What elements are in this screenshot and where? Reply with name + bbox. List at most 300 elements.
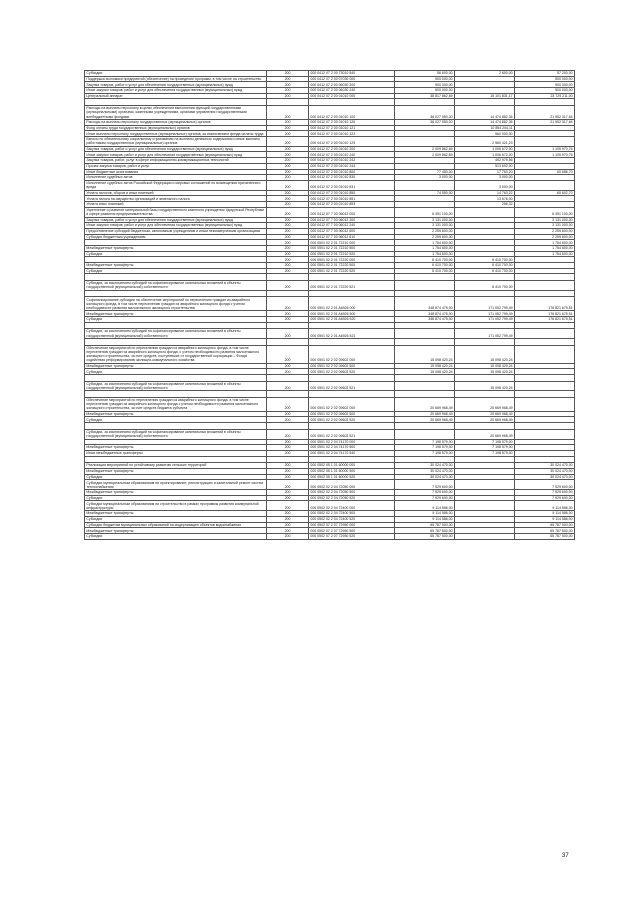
- row-code-cell: 200: [267, 119, 309, 125]
- row-code-cell: 200: [267, 190, 309, 196]
- row-code-cell: 200: [267, 345, 309, 363]
- row-executed-cell: 20 669 968,49: [455, 417, 515, 423]
- row-kbk-cell: 000 0502 02 2 04 72050 520: [309, 495, 395, 501]
- row-name-cell: [85, 391, 267, 398]
- row-name-cell: Иные межбюджетные трансферты: [85, 450, 267, 456]
- row-executed-cell: 14 474 882,36: [455, 119, 515, 125]
- table-row: [85, 106, 575, 120]
- row-code-cell: 200: [267, 106, 309, 120]
- row-approved-cell: 500 000,00: [395, 82, 455, 88]
- row-kbk-cell: 000 0501 02 2 01 A6926 000: [309, 297, 395, 311]
- row-unexecuted-cell: 500 000,00: [515, 88, 575, 94]
- budget-table: [84, 70, 575, 540]
- row-code-cell: 200: [267, 207, 309, 217]
- row-kbk-cell: 000 0502 02 2 04 72400 000: [309, 501, 395, 511]
- row-approved-cell: 6 410 700,00: [395, 268, 455, 274]
- row-kbk-cell: 000 0501 02 2 02 09602 000: [309, 345, 395, 363]
- row-code-cell: 200: [267, 363, 309, 369]
- row-unexecuted-cell: [515, 180, 575, 190]
- row-name-cell: Межбюджетные трансферты: [85, 263, 267, 269]
- table-row: [85, 146, 575, 152]
- row-kbk-cell: 000 0412 07 2 00 01010 242: [309, 158, 395, 164]
- row-code-cell: [267, 290, 309, 297]
- row-approved-cell: 3 131 000,00: [395, 223, 455, 229]
- row-unexecuted-cell: [515, 329, 575, 339]
- row-code-cell: [267, 391, 309, 398]
- row-unexecuted-cell: 57 200,00: [515, 71, 575, 77]
- row-name-cell: Субсидии: [85, 474, 267, 480]
- row-executed-cell: 3 000,00: [455, 175, 515, 181]
- row-executed-cell: 15 098 420,24: [455, 369, 515, 375]
- row-unexecuted-cell: 60 602,70: [515, 190, 575, 196]
- row-name-cell: Межбюджетные трансферты: [85, 311, 267, 317]
- row-code-cell: 200: [267, 245, 309, 251]
- row-kbk-cell: 000 0412 07 2 00 06030 200: [309, 82, 395, 88]
- row-name-cell: Субсидии: [85, 71, 267, 77]
- row-kbk-cell: 000 0501 02 2 01 A6926 520: [309, 316, 395, 322]
- row-kbk-cell: 000 0412 07 2 00 01010 853: [309, 202, 395, 208]
- row-kbk-cell: [309, 338, 395, 345]
- row-code-cell: 200: [267, 257, 309, 263]
- row-approved-cell: 6 410 700,00: [395, 263, 455, 269]
- row-unexecuted-cell: 500 000,00: [515, 82, 575, 88]
- table-row: [85, 329, 575, 339]
- row-code-cell: 200: [267, 280, 309, 290]
- row-name-cell: Закупка товаров, работ и услуг для обеспечения государственных (муниципальных) нужд: [85, 217, 267, 223]
- row-executed-cell: 6 410 700,00: [455, 268, 515, 274]
- row-approved-cell: 1 754 600,00: [395, 245, 455, 251]
- row-name-cell: Субсидии бюджетным учреждениям: [85, 234, 267, 240]
- row-approved-cell: 65 787 500,00: [395, 522, 455, 528]
- row-unexecuted-cell: 500 000,00: [515, 76, 575, 82]
- row-unexecuted-cell: 23 729 211,00: [515, 93, 575, 99]
- row-executed-cell: [455, 391, 515, 398]
- row-executed-cell: 171 052 799,49: [455, 316, 515, 322]
- row-executed-cell: 3 000,00: [455, 180, 515, 190]
- row-code-cell: 200: [267, 528, 309, 534]
- row-approved-cell: 56 600,00: [395, 71, 455, 77]
- row-approved-cell: 500 000,00: [395, 88, 455, 94]
- row-code-cell: 200: [267, 329, 309, 339]
- row-kbk-cell: [309, 456, 395, 463]
- row-code-cell: 200: [267, 240, 309, 246]
- row-executed-cell: [455, 207, 515, 217]
- row-code-cell: 200: [267, 175, 309, 181]
- row-kbk-cell: 000 0502 07 2 07 72950 520: [309, 533, 395, 539]
- row-name-cell: [85, 322, 267, 329]
- row-kbk-cell: 000 0412 07 2 00 06030 240: [309, 88, 395, 94]
- row-executed-cell: 171 052 799,49: [455, 311, 515, 317]
- row-name-cell: Иные бюджетные ассигнования: [85, 169, 267, 175]
- row-unexecuted-cell: 9 114 586,00: [515, 511, 575, 517]
- row-unexecuted-cell: [515, 290, 575, 297]
- row-name-cell: Межбюджетные трансферты: [85, 511, 267, 517]
- row-code-cell: 200: [267, 381, 309, 391]
- spacer-row: [85, 99, 575, 106]
- spacer-row: [85, 338, 575, 345]
- row-code-cell: 200: [267, 501, 309, 511]
- row-executed-cell: 6 410 700,00: [455, 280, 515, 290]
- row-approved-cell: 74 550,00: [395, 190, 455, 196]
- row-executed-cell: 492 979,56: [455, 158, 515, 164]
- row-executed-cell: 560 000,00: [455, 131, 515, 137]
- row-kbk-cell: 000 0501 02 2 02 09602 520: [309, 417, 395, 423]
- row-executed-cell: [455, 99, 515, 106]
- row-executed-cell: 10 854 204,11: [455, 125, 515, 131]
- table-row: [85, 119, 575, 125]
- row-name-cell: Межбюджетные трансферты: [85, 445, 267, 451]
- row-name-cell: Межбюджетные трансферты: [85, 363, 267, 369]
- row-executed-cell: [455, 290, 515, 297]
- row-approved-cell: 77 450,00: [395, 169, 455, 175]
- row-name-cell: Межбюджетные трансферты: [85, 468, 267, 474]
- table-row: [85, 297, 575, 311]
- row-approved-cell: 7 929 600,00: [395, 480, 455, 490]
- row-code-cell: 200: [267, 511, 309, 517]
- row-kbk-cell: 000 0501 02 2 01 A6926 521: [309, 329, 395, 339]
- row-name-cell: [85, 374, 267, 381]
- row-executed-cell: [455, 456, 515, 463]
- row-unexecuted-cell: [515, 456, 575, 463]
- row-code-cell: 200: [267, 152, 309, 158]
- row-executed-cell: [455, 501, 515, 511]
- table-row: [85, 429, 575, 439]
- row-code-cell: 200: [267, 411, 309, 417]
- row-unexecuted-cell: 60 686,70: [515, 169, 575, 175]
- row-code-cell: 200: [267, 397, 309, 411]
- row-name-cell: Взносы по обязательному социальному страхованию на выплаты денежного содержания и иные выплаты работникам государственных (муниципальных) органов: [85, 136, 267, 146]
- row-executed-cell: 7 198 579,00: [455, 445, 515, 451]
- row-unexecuted-cell: 9 114 586,00: [515, 516, 575, 522]
- row-executed-cell: 171 052 799,49: [455, 329, 515, 339]
- row-approved-cell: 3 131 000,00: [395, 217, 455, 223]
- row-code-cell: 200: [267, 516, 309, 522]
- row-unexecuted-cell: 65 787 500,00: [515, 528, 575, 534]
- row-name-cell: [85, 456, 267, 463]
- row-code-cell: 200: [267, 311, 309, 317]
- row-name-cell: Межбюджетные трансферты: [85, 411, 267, 417]
- row-approved-cell: [395, 423, 455, 430]
- row-code-cell: 200: [267, 234, 309, 240]
- table-row: [85, 480, 575, 490]
- spacer-row: [85, 274, 575, 281]
- row-code-cell: [267, 456, 309, 463]
- row-name-cell: [85, 290, 267, 297]
- row-name-cell: [85, 274, 267, 281]
- row-code-cell: 200: [267, 474, 309, 480]
- row-name-cell: Укрепление и развитие материальной базы государственного казенного учреждения Удмуртской Республики в сфере развития предпринимательства: [85, 207, 267, 217]
- row-executed-cell: 14 763,22: [455, 190, 515, 196]
- row-name-cell: Субсидии, за исключением субсидий на софинансирование капитальных вложений в объекты государственной (муниципальной) собственности: [85, 429, 267, 439]
- row-approved-cell: 348 874 475,00: [395, 311, 455, 317]
- row-approved-cell: 15 098 420,24: [395, 363, 455, 369]
- row-unexecuted-cell: 1 754 600,00: [515, 245, 575, 251]
- row-approved-cell: 15 098 420,24: [395, 345, 455, 363]
- row-name-cell: Закупка товаров, работ и услуг для обеспечения государственных (муниципальных) нужд: [85, 146, 267, 152]
- row-kbk-cell: [309, 374, 395, 381]
- row-executed-cell: 13 676,00: [455, 196, 515, 202]
- row-approved-cell: [395, 391, 455, 398]
- table-row: [85, 345, 575, 363]
- row-code-cell: 200: [267, 533, 309, 539]
- row-code-cell: 200: [267, 228, 309, 234]
- row-unexecuted-cell: 176 821 675,51: [515, 316, 575, 322]
- row-kbk-cell: 000 0502 02 2 04 72050 500: [309, 490, 395, 496]
- row-approved-cell: 15 098 420,24: [395, 369, 455, 375]
- row-code-cell: [267, 374, 309, 381]
- row-kbk-cell: [309, 99, 395, 106]
- row-kbk-cell: 000 0501 02 2 01 72220 520: [309, 268, 395, 274]
- row-code-cell: [267, 423, 309, 430]
- table-row: [85, 501, 575, 511]
- row-code-cell: 200: [267, 217, 309, 223]
- table-row: [85, 158, 575, 164]
- table-row: [85, 136, 575, 146]
- row-executed-cell: 17 763,20: [455, 169, 515, 175]
- row-kbk-cell: 000 0501 02 2 01 72210 500: [309, 245, 395, 251]
- row-code-cell: 200: [267, 125, 309, 131]
- row-approved-cell: [395, 280, 455, 290]
- row-kbk-cell: 000 0502 02 2 04 72050 000: [309, 480, 395, 490]
- row-name-cell: [85, 338, 267, 345]
- row-unexecuted-cell: 2 259 600,00: [515, 234, 575, 240]
- row-code-cell: 200: [267, 163, 309, 169]
- row-executed-cell: 6 410 700,00: [455, 257, 515, 263]
- table-row: [85, 381, 575, 391]
- row-kbk-cell: 000 0412 07 2 00 07030 000: [309, 76, 395, 82]
- spacer-row: [85, 423, 575, 430]
- row-kbk-cell: 000 0412 07 2 00 01010 100: [309, 106, 395, 120]
- row-unexecuted-cell: [515, 423, 575, 430]
- budget-table-body: [85, 71, 575, 540]
- row-name-cell: Прочая закупка товаров, работ и услуг: [85, 163, 267, 169]
- row-code-cell: 200: [267, 136, 309, 146]
- row-unexecuted-cell: [515, 274, 575, 281]
- row-approved-cell: 20 669 968,49: [395, 397, 455, 411]
- row-kbk-cell: 000 0501 02 2 04 74170 500: [309, 445, 395, 451]
- row-executed-cell: 15 101 831,17: [455, 93, 515, 99]
- row-kbk-cell: [309, 274, 395, 281]
- row-executed-cell: [455, 480, 515, 490]
- row-kbk-cell: [309, 290, 395, 297]
- row-kbk-cell: 000 0501 02 2 02 09602 500: [309, 363, 395, 369]
- row-name-cell: Обеспечение мероприятий по переселению граждан из аварийного жилищного фонда, в том числе переселению граждан из аварийного жилищного фонда, с учетом необходимости развития малоэтажного жилищного строительства, за счет средств, поступивших от государственной корпорации – Фонда содействия реформированию жилищно-коммунального хозяйства: [85, 345, 267, 363]
- table-row: [85, 280, 575, 290]
- table-row: [85, 207, 575, 217]
- row-approved-cell: [395, 338, 455, 345]
- row-name-cell: Иные закупки товаров, работ и услуг для обеспечения государственных (муниципальных) нужд: [85, 88, 267, 94]
- row-name-cell: Субсидии муниципальным образованиям на строительство в рамках программы развития коммунальной инфраструктуры: [85, 501, 267, 511]
- row-approved-cell: 20 669 968,49: [395, 411, 455, 417]
- row-code-cell: 200: [267, 417, 309, 423]
- row-name-cell: Межбюджетные трансферты: [85, 490, 267, 496]
- row-approved-cell: [395, 456, 455, 463]
- row-approved-cell: 348 874 475,00: [395, 316, 455, 322]
- row-executed-cell: [455, 274, 515, 281]
- row-code-cell: 200: [267, 468, 309, 474]
- row-unexecuted-cell: 1 105 970,76: [515, 146, 575, 152]
- row-code-cell: 200: [267, 522, 309, 528]
- row-code-cell: 200: [267, 71, 309, 77]
- row-executed-cell: 171 052 799,49: [455, 297, 515, 311]
- row-code-cell: 200: [267, 495, 309, 501]
- row-unexecuted-cell: 7 929 600,00: [515, 490, 575, 496]
- row-kbk-cell: 000 0501 02 2 04 74170 000: [309, 439, 395, 445]
- row-code-cell: 200: [267, 450, 309, 456]
- row-code-cell: [267, 274, 309, 281]
- row-unexecuted-cell: 3 131 000,00: [515, 217, 575, 223]
- row-approved-cell: 65 787 500,00: [395, 533, 455, 539]
- row-kbk-cell: 000 0412 07 7 00 06012 200: [309, 217, 395, 223]
- row-name-cell: Межбюджетные трансферты: [85, 245, 267, 251]
- row-kbk-cell: 000 0501 02 2 04 74170 540: [309, 450, 395, 456]
- row-name-cell: Расходы на выплаты персоналу государственных (муниципальных) органов: [85, 119, 267, 125]
- row-kbk-cell: [309, 391, 395, 398]
- row-kbk-cell: 000 0412 07 2 00 01010 850: [309, 190, 395, 196]
- row-approved-cell: 500 000,00: [395, 76, 455, 82]
- row-kbk-cell: 000 0501 02 2 01 72220 500: [309, 263, 395, 269]
- row-name-cell: Софинансирование субсидии на обеспечение мероприятий по переселению граждан из аварийного жилищного фонда, в том числе переселению граждан из аварийного жилищного фонда с учетом необходимости развития малоэтажного жилищного строительства: [85, 297, 267, 311]
- row-code-cell: 200: [267, 88, 309, 94]
- row-unexecuted-cell: [515, 345, 575, 363]
- row-name-cell: Предоставление субсидий бюджетным, автономным учреждениям и иным некоммерческим организациям: [85, 228, 267, 234]
- row-kbk-cell: 000 0501 02 2 01 72220 000: [309, 257, 395, 263]
- row-name-cell: Уплата налогов, сборов и иных платежей: [85, 190, 267, 196]
- row-kbk-cell: 000 0412 07 2 00 01010 831: [309, 180, 395, 190]
- row-name-cell: Центральный аппарат: [85, 93, 267, 99]
- row-name-cell: Субсидии: [85, 268, 267, 274]
- row-name-cell: Субсидии: [85, 369, 267, 375]
- row-kbk-cell: 000 0501 02 2 01 72210 520: [309, 251, 395, 257]
- table-row: [85, 533, 575, 539]
- row-executed-cell: 20 669 968,49: [455, 411, 515, 417]
- row-approved-cell: 30 024 470,00: [395, 463, 455, 469]
- row-executed-cell: 513 692,00: [455, 163, 515, 169]
- row-kbk-cell: 000 0502 05 1 01 60000 500: [309, 468, 395, 474]
- row-executed-cell: 7 198 579,00: [455, 450, 515, 456]
- row-approved-cell: 1 754 600,00: [395, 251, 455, 257]
- row-name-cell: Иные закупки товаров, работ и услуг для обеспечения государственных (муниципальных) нужд: [85, 152, 267, 158]
- row-kbk-cell: 000 0412 07 2 00 01010 121: [309, 125, 395, 131]
- row-name-cell: Субсидии, за исключением субсидий на софинансирование капитальных вложений в объекты государственной (муниципальной) собственности: [85, 381, 267, 391]
- row-code-cell: 200: [267, 82, 309, 88]
- row-unexecuted-cell: [515, 374, 575, 381]
- row-kbk-cell: 000 0412 07 2 00 01010 244: [309, 163, 395, 169]
- row-unexecuted-cell: [515, 391, 575, 398]
- row-unexecuted-cell: 3 131 000,00: [515, 223, 575, 229]
- spacer-row: [85, 374, 575, 381]
- row-unexecuted-cell: 1 754 600,00: [515, 251, 575, 257]
- table-row: [85, 180, 575, 190]
- row-executed-cell: 14 474 882,36: [455, 106, 515, 120]
- row-name-cell: Закупка товаров, работ и услуг для обеспечения государственных (муниципальных) нужд: [85, 82, 267, 88]
- row-approved-cell: 6 410 700,00: [395, 257, 455, 263]
- row-name-cell: [85, 99, 267, 106]
- row-executed-cell: 6 410 700,00: [455, 263, 515, 269]
- row-name-cell: Субсидии, за исключением субсидий на софинансирование капитальных вложений в объекты государственной (муниципальной) собственности: [85, 329, 267, 339]
- row-name-cell: Закупка товаров, работ, услуг в сфере информационно-коммуникационных технологий: [85, 158, 267, 164]
- row-executed-cell: 20 669 968,49: [455, 397, 515, 411]
- row-approved-cell: 36 027 550,00: [395, 119, 455, 125]
- row-approved-cell: 7 929 600,00: [395, 490, 455, 496]
- row-kbk-cell: 000 0412 07 7 00 06012 240: [309, 223, 395, 229]
- spacer-row: [85, 290, 575, 297]
- row-unexecuted-cell: [515, 381, 575, 391]
- row-executed-cell: 7 198 579,00: [455, 439, 515, 445]
- row-unexecuted-cell: [515, 322, 575, 329]
- row-kbk-cell: 000 0412 07 2 00 01010 851: [309, 196, 395, 202]
- row-unexecuted-cell: [515, 429, 575, 439]
- row-kbk-cell: 000 0502 07 2 07 72950 500: [309, 528, 395, 534]
- row-code-cell: 200: [267, 445, 309, 451]
- row-approved-cell: 2 009 862,69: [395, 146, 455, 152]
- row-name-cell: Обеспечение мероприятий по переселению граждан из аварийного жилищного фонда, в том числе переселению граждан из аварийного жилищного фонда с учетом необходимости развития малоэтажного жилищного строительства, за счет средств бюджета субъекта: [85, 397, 267, 411]
- row-name-cell: Фонд оплаты труда государственных (муниципальных) органов: [85, 125, 267, 131]
- row-executed-cell: [455, 423, 515, 430]
- row-code-cell: [267, 338, 309, 345]
- row-executed-cell: 15 098 420,24: [455, 345, 515, 363]
- row-approved-cell: 348 874 475,00: [395, 297, 455, 311]
- row-code-cell: 200: [267, 131, 309, 137]
- row-code-cell: 200: [267, 146, 309, 152]
- row-approved-cell: [395, 429, 455, 439]
- row-code-cell: 200: [267, 223, 309, 229]
- row-name-cell: Уплата иных платежей: [85, 202, 267, 208]
- row-kbk-cell: 000 0501 02 2 02 09602 521: [309, 429, 395, 439]
- row-code-cell: 200: [267, 263, 309, 269]
- spacer-row: [85, 322, 575, 329]
- row-unexecuted-cell: 30 024 470,00: [515, 463, 575, 469]
- row-kbk-cell: 000 0502 02 2 04 72400 500: [309, 511, 395, 517]
- row-name-cell: [85, 423, 267, 430]
- row-kbk-cell: 000 0412 07 2 00 73010 540: [309, 71, 395, 77]
- row-approved-cell: 38 817 862,69: [395, 93, 455, 99]
- row-kbk-cell: 000 0412 07 2 00 01010 000: [309, 93, 395, 99]
- row-kbk-cell: 000 0412 07 7 00 06012 610: [309, 234, 395, 240]
- budget-report-sheet: [84, 70, 574, 540]
- row-kbk-cell: [309, 423, 395, 430]
- row-approved-cell: [395, 381, 455, 391]
- row-code-cell: [267, 322, 309, 329]
- row-kbk-cell: 000 0412 07 2 00 01010 120: [309, 119, 395, 125]
- row-unexecuted-cell: [515, 397, 575, 411]
- row-approved-cell: 2 259 600,00: [395, 228, 455, 234]
- row-approved-cell: 65 787 500,00: [395, 528, 455, 534]
- row-kbk-cell: 000 0502 05 1 01 60000 000: [309, 463, 395, 469]
- row-approved-cell: 7 198 579,00: [395, 445, 455, 451]
- row-name-cell: Исполнение судебных актов: [85, 175, 267, 181]
- row-kbk-cell: 000 0501 02 2 02 09602 520: [309, 369, 395, 375]
- row-executed-cell: 256,32: [455, 202, 515, 208]
- row-unexecuted-cell: 176 821 675,51: [515, 297, 575, 311]
- row-approved-cell: 2 259 600,00: [395, 234, 455, 240]
- row-approved-cell: 9 114 586,00: [395, 516, 455, 522]
- row-name-cell: Исполнение судебных актов Российской Федерации и мировых соглашений по возмещению причиненного вреда: [85, 180, 267, 190]
- row-approved-cell: 7 929 600,00: [395, 495, 455, 501]
- row-approved-cell: 36 027 550,00: [395, 106, 455, 120]
- row-name-cell: Расходы на выплаты персоналу в целях обеспечения выполнения функций государственными (муниципальными) органами, казенными учреждениями, органами управления государственными внебюджетными фондами: [85, 106, 267, 120]
- row-unexecuted-cell: [515, 99, 575, 106]
- row-unexecuted-cell: 7 929 600,00: [515, 495, 575, 501]
- row-code-cell: 200: [267, 439, 309, 445]
- row-name-cell: Уплата налога на имущество организаций и земельного налога: [85, 196, 267, 202]
- row-approved-cell: [395, 99, 455, 106]
- row-approved-cell: [395, 274, 455, 281]
- row-approved-cell: [395, 322, 455, 329]
- row-executed-cell: 20 669 968,49: [455, 429, 515, 439]
- row-code-cell: 200: [267, 180, 309, 190]
- row-approved-cell: 30 024 470,00: [395, 468, 455, 474]
